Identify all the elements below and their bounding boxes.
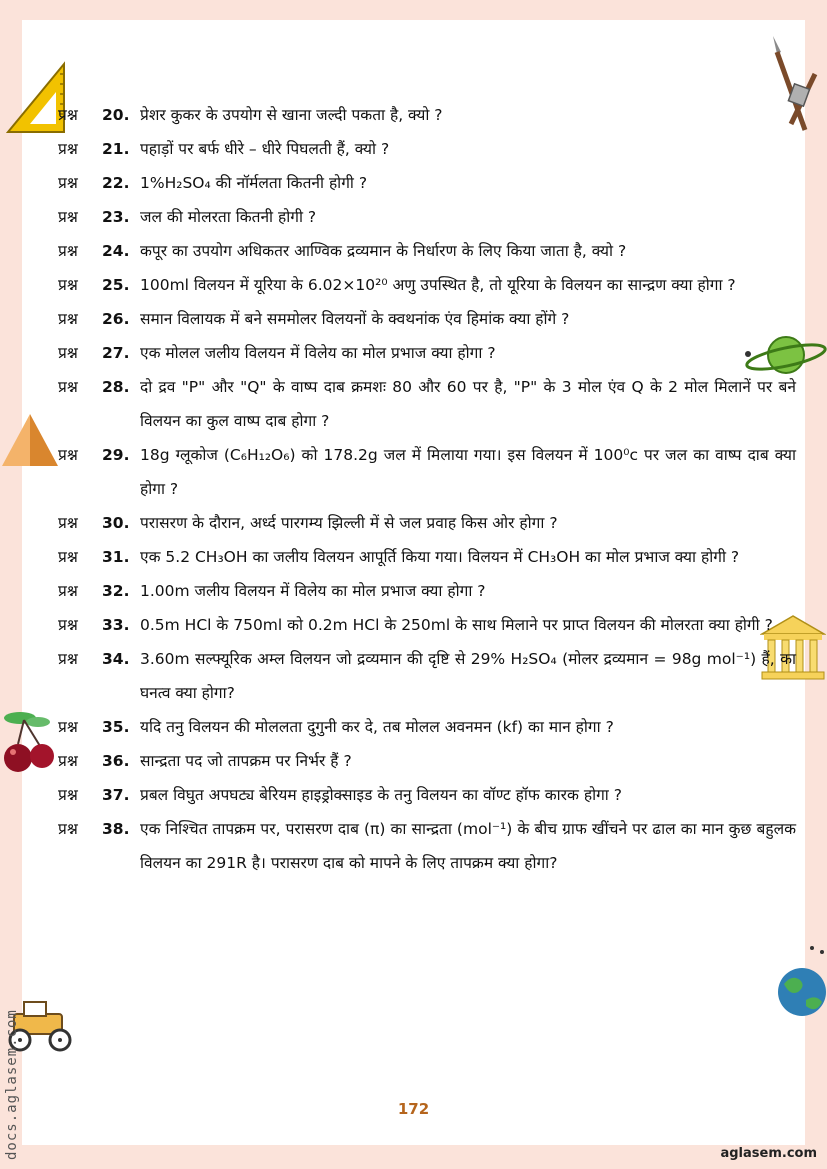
question-item — [58, 336, 796, 370]
question-text: एक निश्चित तापक्रम पर, परासरण दाब (π) का सान्द्रता (mol⁻¹) के बीच ग्राफ खींचने पर ढाल का मान कुछ बहुलक विलयन का 291R है। परासरण दाब को मापने के लिए तापक्रम क्या होगा? — [140, 820, 796, 872]
brand-label: aglasem.com — [720, 1146, 817, 1161]
question-item — [58, 302, 796, 336]
question-prefix: प्रश्न — [58, 616, 78, 634]
question-item — [58, 438, 796, 506]
question-text: दो द्रव "P" और "Q" के वाष्प दाब क्रमशः 80 और 60 पर है, "P" के 3 मोल एंव Q के 2 मोल मिलानें पर बने विलयन का कुल वाष्प दाब होगा ? — [140, 378, 796, 430]
question-number: 23. — [102, 208, 130, 226]
question-text: यदि तनु विलयन की मोललता दुगुनी कर दे, तब मोलल अवनमन (kf) का मान होगा ? — [140, 718, 614, 736]
question-list — [58, 98, 796, 880]
question-number: 27. — [102, 344, 130, 362]
question-item — [58, 370, 796, 438]
question-prefix: प्रश्न — [58, 174, 78, 192]
question-text: एक 5.2 CH₃OH का जलीय विलयन आपूर्ति किया गया। विलयन में CH₃OH का मोल प्रभाज क्या होगी ? — [140, 548, 740, 566]
question-prefix: प्रश्न — [58, 208, 78, 226]
question-item — [58, 98, 796, 132]
question-number: 24. — [102, 242, 130, 260]
question-prefix: प्रश्न — [58, 378, 78, 396]
question-text: 1%H₂SO₄ की नॉर्मलता कितनी होगी ? — [140, 174, 368, 192]
question-number: 26. — [102, 310, 130, 328]
question-text: एक मोलल जलीय विलयन में विलेय का मोल प्रभाज क्या होगा ? — [140, 344, 496, 362]
question-item — [58, 132, 796, 166]
question-prefix: प्रश्न — [58, 514, 78, 532]
question-item — [58, 608, 796, 642]
question-text: जल की मोलरता कितनी होगी ? — [140, 208, 317, 226]
question-text: 18g ग्लूकोज (C₆H₁₂O₆) को 178.2g जल में मिलाया गया। इस विलयन में 100⁰c पर जल का वाष्प दाब क्या होगा ? — [140, 446, 796, 498]
question-number: 31. — [102, 548, 130, 566]
question-prefix: प्रश्न — [58, 242, 78, 260]
question-number: 30. — [102, 514, 130, 532]
question-prefix: प्रश्न — [58, 752, 78, 770]
question-item — [58, 166, 796, 200]
question-item — [58, 710, 796, 744]
question-text: सान्द्रता पद जो तापक्रम पर निर्भर हैं ? — [140, 752, 352, 770]
question-number: 33. — [102, 616, 130, 634]
question-prefix: प्रश्न — [58, 718, 78, 736]
question-item — [58, 540, 796, 574]
question-item — [58, 268, 796, 302]
question-prefix: प्रश्न — [58, 446, 78, 464]
question-number: 38. — [102, 820, 130, 838]
question-item — [58, 642, 796, 710]
question-text: प्रेशर कुकर के उपयोग से खाना जल्दी पकता है, क्यो ? — [140, 106, 443, 124]
question-number: 29. — [102, 446, 130, 464]
page-number: 172 — [397, 1100, 430, 1118]
question-text: पहाड़ों पर बर्फ धीरे – धीरे पिघलती हैं, क्यो ? — [140, 140, 390, 158]
question-item — [58, 812, 796, 880]
site-watermark: docs.aglasem.com — [4, 1009, 20, 1160]
question-number: 21. — [102, 140, 130, 158]
question-prefix: प्रश्न — [58, 106, 78, 124]
question-text: कपूर का उपयोग अधिकतर आण्विक द्रव्यमान के निर्धारण के लिए किया जाता है, क्यो ? — [140, 242, 627, 260]
question-prefix: प्रश्न — [58, 582, 78, 600]
question-number: 34. — [102, 650, 130, 668]
cherries-icon — [2, 708, 58, 778]
question-item — [58, 778, 796, 812]
question-prefix: प्रश्न — [58, 344, 78, 362]
question-prefix: प्रश्न — [58, 786, 78, 804]
question-text: 3.60m सल्फ्यूरिक अम्ल विलयन जो द्रव्यमान की दृष्टि से 29% H₂SO₄ (मोलर द्रव्यमान = 98g mol⁻¹) हैं, का घनत्व क्या होगा? — [140, 650, 796, 702]
question-number: 28. — [102, 378, 130, 396]
pyramid-icon — [0, 410, 60, 470]
question-prefix: प्रश्न — [58, 276, 78, 294]
question-text: समान विलायक में बने सममोलर विलयनों के क्वथनांक एंव हिमांक क्या होंगे ? — [140, 310, 570, 328]
question-item — [58, 574, 796, 608]
question-prefix: प्रश्न — [58, 820, 78, 838]
question-item — [58, 200, 796, 234]
question-number: 32. — [102, 582, 130, 600]
question-item — [58, 506, 796, 540]
question-prefix: प्रश्न — [58, 140, 78, 158]
question-item — [58, 234, 796, 268]
question-text: प्रबल विघुत अपघट्य बेरियम हाइड्रोक्साइड के तनु विलयन का वॉण्ट हॉफ कारक होगा ? — [140, 786, 622, 804]
question-number: 25. — [102, 276, 130, 294]
question-text: 100ml विलयन में यूरिया के 6.02×10²⁰ अणु उपस्थित है, तो यूरिया के विलयन का सान्द्रण क्या होगा ? — [140, 276, 736, 294]
globe-icon — [772, 940, 827, 1020]
question-number: 37. — [102, 786, 130, 804]
question-text: 1.00m जलीय विलयन में विलेय का मोल प्रभाज क्या होगा ? — [140, 582, 486, 600]
question-number: 36. — [102, 752, 130, 770]
question-prefix: प्रश्न — [58, 650, 78, 668]
question-item — [58, 744, 796, 778]
question-prefix: प्रश्न — [58, 548, 78, 566]
question-text: परासरण के दौरान, अर्ध्द पारगम्य झिल्ली में से जल प्रवाह किस ओर होगा ? — [140, 514, 558, 532]
question-number: 20. — [102, 106, 130, 124]
question-number: 35. — [102, 718, 130, 736]
question-text: 0.5m HCl के 750ml को 0.2m HCl के 250ml के साथ मिलाने पर प्राप्त विलयन की मोलरता क्या होगी ? — [140, 616, 773, 634]
question-number: 22. — [102, 174, 130, 192]
question-prefix: प्रश्न — [58, 310, 78, 328]
